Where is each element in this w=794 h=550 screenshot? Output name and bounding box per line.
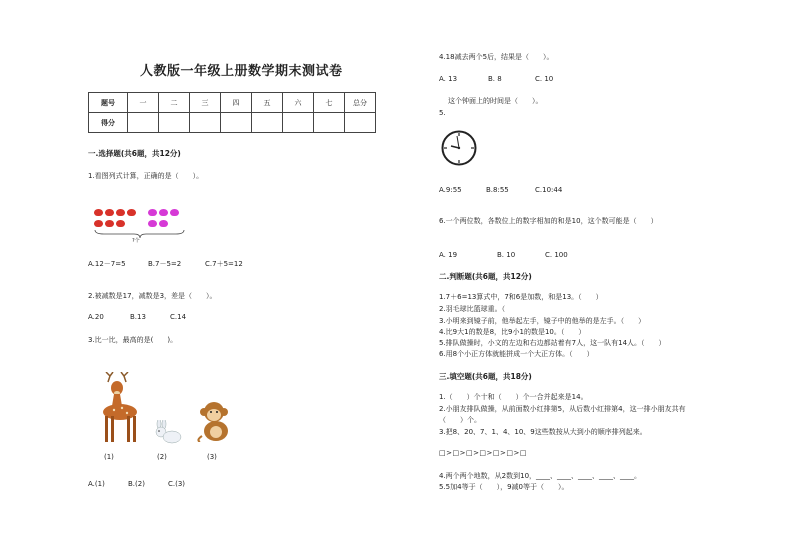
- red-apple-icon: [127, 209, 136, 216]
- question-2-text: 2.被减数是17，减数是3，差是（ ）。: [88, 292, 217, 300]
- question-4-text: 4.18减去两个5后，结果是（ ）。: [439, 53, 554, 61]
- purple-apple-icon: [170, 209, 179, 216]
- q6-option-c[interactable]: C. 100: [545, 251, 568, 259]
- score-cell[interactable]: [252, 113, 283, 133]
- q1-option-a[interactable]: A.12－7=5: [88, 260, 126, 268]
- score-table: [88, 92, 376, 133]
- red-apple-icon: [116, 209, 125, 216]
- question-5-number: 5.: [439, 109, 446, 117]
- q5-option-b[interactable]: B.8:55: [486, 186, 509, 194]
- q1-option-c[interactable]: C.7＋5=12: [205, 260, 243, 268]
- judge-item-2: 2.羽毛球比篮球重。（: [439, 305, 506, 313]
- exam-title: 人教版一年级上册数学期末测试卷: [140, 64, 343, 79]
- section-fill-heading: 三.填空题(共6题，共18分): [439, 372, 532, 381]
- q6-option-a[interactable]: A. 19: [439, 251, 458, 259]
- red-apple-icon: [94, 209, 103, 216]
- red-apple-icon: [105, 209, 114, 216]
- score-cell[interactable]: [345, 113, 376, 133]
- score-header-cell: 五: [252, 93, 283, 113]
- score-table-header-row: [89, 93, 376, 113]
- score-cell[interactable]: [283, 113, 314, 133]
- apples-figure: [94, 207, 189, 247]
- score-cell[interactable]: [159, 113, 190, 133]
- clock-icon: [441, 130, 477, 166]
- monkey-image: [196, 400, 236, 442]
- q2-option-a[interactable]: A.20: [88, 313, 104, 321]
- purple-apple-icon: [159, 220, 168, 227]
- rabbit-image: [150, 420, 184, 444]
- fill-item-4: 4.两个两个地数，从2数到10，____、____、____、____、____。: [439, 472, 642, 480]
- q1-option-b[interactable]: B.7－5=2: [148, 260, 182, 268]
- purple-apple-icon: [148, 209, 157, 216]
- score-header-cell: 七: [314, 93, 345, 113]
- score-header-cell: 一: [128, 93, 159, 113]
- purple-apple-icon: [148, 220, 157, 227]
- deer-image: [96, 372, 142, 444]
- section-judge-heading: 二.判断题(共6题，共12分): [439, 272, 532, 281]
- q4-option-a[interactable]: A. 13: [439, 75, 458, 83]
- fill-item-2: 2.小朋友排队做操，从前面数小红排第5，从后数小红排第4，这一排小朋友共有: [439, 405, 686, 413]
- red-apple-icon: [105, 220, 114, 227]
- red-apple-icon: [116, 220, 125, 227]
- judge-item-1: 1.7＋6=13算式中，7和6是加数，和是13。（ ）: [439, 293, 603, 301]
- section-choice-heading: 一.选择题(共6题，共12分): [88, 149, 181, 158]
- judge-item-5: 5.排队做操时，小文的左边和右边都站着有7人，这一队有14人。（ ）: [439, 339, 666, 347]
- q5-option-c[interactable]: C.10:44: [535, 186, 563, 194]
- judge-item-6: 6.用8个小正方体就能拼成一个大正方体。（ ）: [439, 350, 594, 358]
- score-cell[interactable]: [221, 113, 252, 133]
- fill-item-5: 5.5加4等于（ ），9减0等于（ ）。: [439, 483, 569, 491]
- judge-item-4: 4.比9大1的数是8，比9小1的数是10。（ ）: [439, 328, 586, 336]
- question-3-text: 3.比一比，最高的是( )。: [88, 336, 178, 344]
- figure-label-1: (1): [104, 453, 114, 461]
- q2-option-c[interactable]: C.14: [170, 313, 187, 321]
- q3-option-c[interactable]: C.(3): [168, 480, 186, 488]
- q3-option-b[interactable]: B.(2): [128, 480, 145, 488]
- score-cell[interactable]: [128, 113, 159, 133]
- question-5-text: 这个钟面上的时间是（ ）。: [448, 97, 543, 105]
- figure-label-2: (2): [157, 453, 167, 461]
- fill-item-2-cont: （ ）个。: [439, 416, 481, 424]
- q5-option-a[interactable]: A.9:55: [439, 186, 462, 194]
- q6-option-b[interactable]: B. 10: [497, 251, 516, 259]
- brace-icon: [94, 229, 186, 239]
- q4-option-b[interactable]: B. 8: [488, 75, 502, 83]
- fill-item-1: 1.（ ）个十和（ ）个一合并起来是14。: [439, 393, 588, 401]
- judge-item-3: 3.小明来到镜子前，他举起左手，镜子中的他举的是左手。（ ）: [439, 317, 646, 325]
- score-header-cell: 总分: [345, 93, 376, 113]
- score-cell[interactable]: [190, 113, 221, 133]
- score-table-score-row: [89, 113, 376, 133]
- question-1-text: 1.看图列式计算，正确的是（ ）。: [88, 172, 204, 180]
- figure-label-3: (3): [207, 453, 217, 461]
- q3-option-a[interactable]: A.(1): [88, 480, 105, 488]
- fill-item-3: 3.把8、20、7、1、4、10、9这些数按从大到小的顺序排列起来。: [439, 428, 647, 436]
- score-header-cell: 二: [159, 93, 190, 113]
- fill-item-3-answer-boxes[interactable]: □>□>□>□>□>□>□: [439, 449, 527, 457]
- question-6-text: 6.一个两位数，各数位上的数字相加的和是10，这个数可能是（ ）: [439, 217, 658, 225]
- brace-label: ?个: [132, 238, 140, 244]
- score-header-cell: 三: [190, 93, 221, 113]
- score-row-label: 得分: [89, 113, 128, 133]
- score-header-cell: 四: [221, 93, 252, 113]
- score-header-cell: 题号: [89, 93, 128, 113]
- q4-option-c[interactable]: C. 10: [535, 75, 554, 83]
- q2-option-b[interactable]: B.13: [130, 313, 146, 321]
- score-header-cell: 六: [283, 93, 314, 113]
- score-cell[interactable]: [314, 113, 345, 133]
- red-apple-icon: [94, 220, 103, 227]
- purple-apple-icon: [159, 209, 168, 216]
